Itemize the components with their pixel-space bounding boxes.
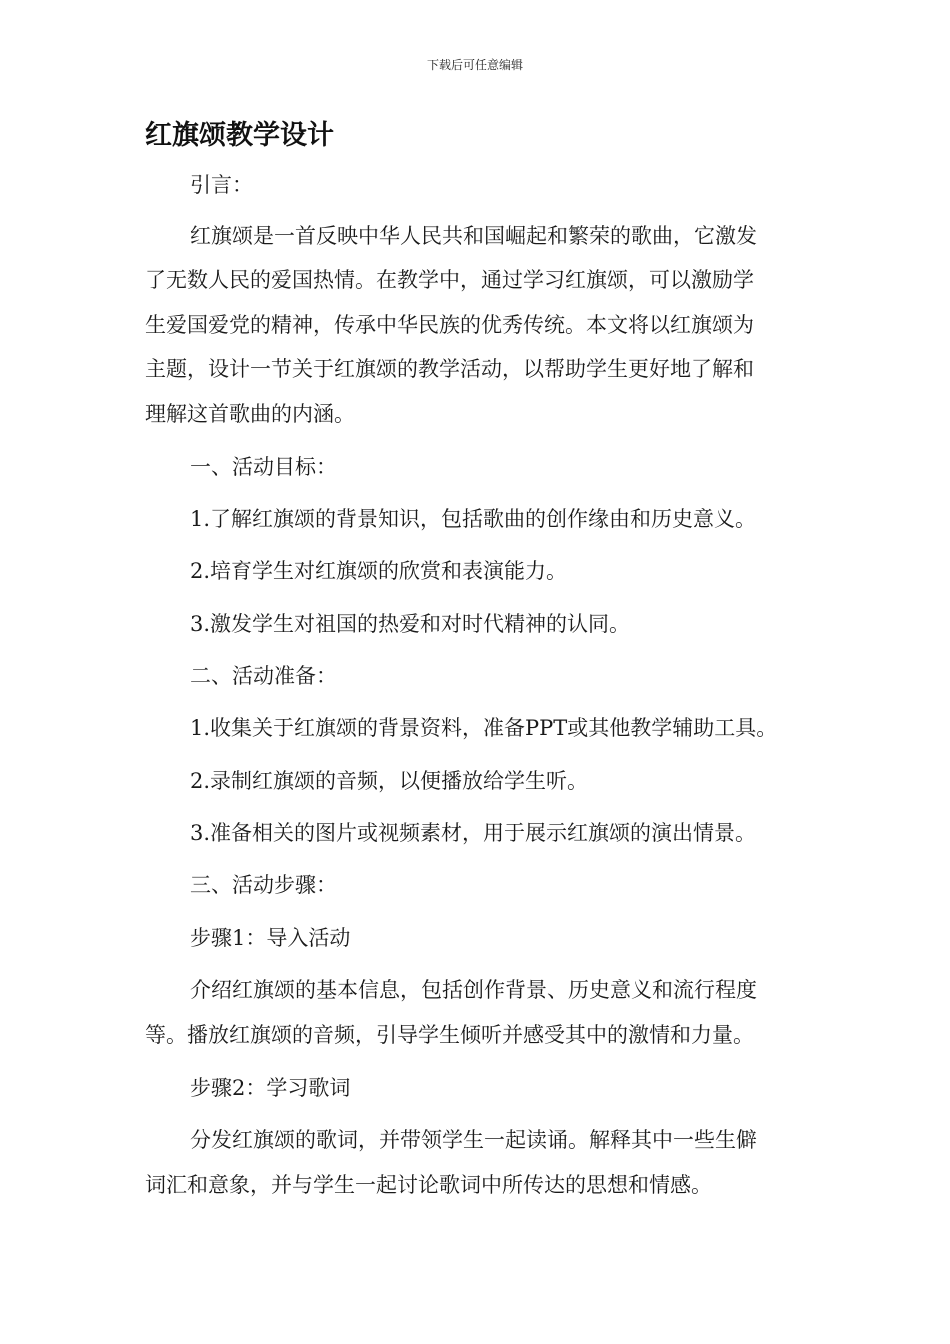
paragraph-line: 词汇和意象，并与学生一起讨论歌词中所传达的思想和情感。 (145, 1173, 712, 1197)
intro-label: 引言： (190, 173, 253, 197)
list-item: 3.准备相关的图片或视频素材，用于展示红旗颂的演出情景。 (190, 821, 757, 845)
header-note: 下载后可任意编辑 (426, 58, 523, 72)
list-item: 2.培育学生对红旗颂的欣赏和表演能力。 (190, 559, 568, 583)
section-heading-goals: 一、活动目标： (190, 455, 337, 479)
paragraph-line: 介绍红旗颂的基本信息，包括创作背景、历史意义和流行程度 (190, 978, 757, 1002)
paragraph-line: 主题，设计一节关于红旗颂的教学活动，以帮助学生更好地了解和 (145, 357, 754, 381)
list-item: 2.录制红旗颂的音频，以便播放给学生听。 (190, 769, 589, 793)
paragraph-line: 了无数人民的爱国热情。在教学中，通过学习红旗颂，可以激励学 (145, 268, 754, 292)
paragraph-line: 分发红旗颂的歌词，并带领学生一起读诵。解释其中一些生僻 (190, 1128, 757, 1152)
list-item: 1.收集关于红旗颂的背景资料，准备PPT或其他教学辅助工具。 (190, 716, 778, 740)
list-item: 3.激发学生对祖国的热爱和对时代精神的认同。 (190, 612, 631, 636)
paragraph-line: 生爱国爱党的精神，传承中华民族的优秀传统。本文将以红旗颂为 (145, 313, 754, 337)
paragraph-line: 等。播放红旗颂的音频，引导学生倾听并感受其中的激情和力量。 (145, 1023, 754, 1047)
section-heading-steps: 三、活动步骤： (190, 873, 337, 897)
paragraph-line: 理解这首歌曲的内涵。 (145, 402, 355, 426)
section-heading-preparation: 二、活动准备： (190, 664, 337, 688)
list-item: 1.了解红旗颂的背景知识，包括歌曲的创作缘由和历史意义。 (190, 507, 757, 531)
page-title: 红旗颂教学设计 (145, 120, 334, 151)
paragraph-line: 红旗颂是一首反映中华人民共和国崛起和繁荣的歌曲，它激发 (190, 224, 757, 248)
step-label: 步骤1：导入活动 (190, 926, 351, 950)
step-label: 步骤2：学习歌词 (190, 1076, 351, 1100)
